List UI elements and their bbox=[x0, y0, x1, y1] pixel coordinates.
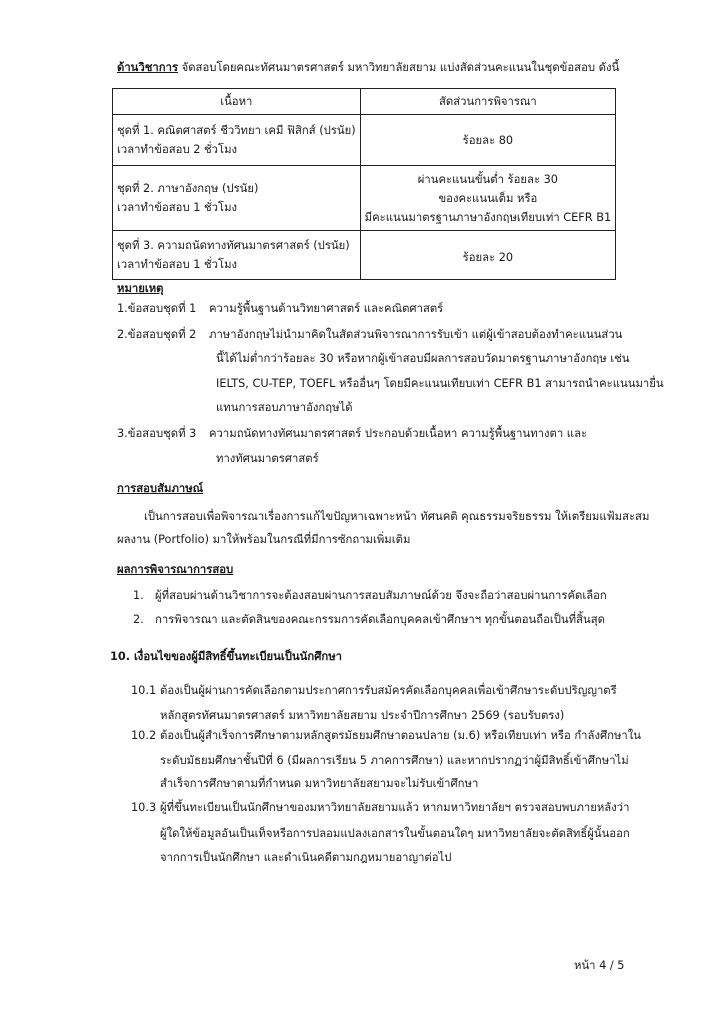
note-text-1: ความรู้พื้นฐานด้านวิทยาศาสตร์ และคณิตศาสตร์ bbox=[209, 302, 444, 315]
table-header-row bbox=[113, 89, 616, 115]
table-cell-content bbox=[113, 166, 361, 231]
note-text-2-line-1: ภาษาอังกฤษไม่นำมาคิดในสัดส่วนพิจารณาการรับเข้า แต่ผู้เข้าสอบต้องทำคะแนนส่วน bbox=[209, 328, 623, 341]
section10-num-1: 10.1 bbox=[131, 684, 157, 697]
results-num-2: 2. bbox=[133, 613, 144, 626]
table-cell-weight bbox=[360, 115, 616, 166]
section10-3-line-3: จากการเป็นนักศึกษา และดำเนินคดีตามกฎหมายอาญาต่อไป bbox=[160, 851, 452, 864]
section10-2-line-1: ต้องเป็นผู้สำเร็จการศึกษาตามหลักสูตรมัธยมศึกษาตอนปลาย (ม.6) หรือเทียบเท่า หรือ กำลังศึกษาใน bbox=[160, 729, 642, 742]
results-num-1: 1. bbox=[133, 589, 144, 602]
cell-line: ร้อยละ 80 bbox=[462, 133, 514, 147]
notes-heading: หมายเหตุ bbox=[117, 282, 164, 295]
note-text-2-line-4: แทนการสอบภาษาอังกฤษได้ bbox=[216, 401, 353, 414]
results-text-2: การพิจารณา และตัดสินของคณะกรรมการคัดเลือกบุคคลเข้าศึกษาฯ ทุกขั้นตอนถือเป็นที่สิ้นสุด bbox=[155, 613, 605, 626]
note-text-2-line-3: IELTS, CU-TEP, TOEFL หรืออื่นๆ โดยมีคะแนนเทียบเท่า CEFR B1 สามารถนำคะแนนมายื่น bbox=[216, 377, 664, 390]
intro-text: จัดสอบโดยคณะทัศนมาตรศาสตร์ มหาวิทยาลัยสยาม แบ่งสัดส่วนคะแนนในชุดข้อสอบ ดังนี้ bbox=[178, 61, 620, 74]
table-cell-content bbox=[113, 231, 361, 280]
cell-line: เวลาทำข้อสอบ 1 ชั่วโมง bbox=[117, 201, 238, 214]
note-label-2: 2.ข้อสอบชุดที่ 2 bbox=[117, 328, 197, 341]
table-row bbox=[113, 115, 616, 166]
page-number: หน้า 4 / 5 bbox=[574, 959, 625, 972]
interview-heading: การสอบสัมภาษณ์ bbox=[117, 482, 204, 495]
cell-line: ชุดที่ 3. ความถนัดทางทัศนมาตรศาสตร์ (ปรนัย) bbox=[117, 239, 350, 252]
cell-line: ชุดที่ 2. ภาษาอังกฤษ (ปรนัย) bbox=[117, 182, 259, 195]
cell-line: ชุดที่ 1. คณิตศาสตร์ ชีววิทยา เคมี ฟิสิกส์ (ปรนัย) bbox=[117, 124, 356, 137]
table-cell-content bbox=[113, 115, 361, 166]
note-label-1: 1.ข้อสอบชุดที่ 1 bbox=[117, 302, 197, 315]
cell-line: มีคะแนนมาตรฐานภาษาอังกฤษเทียบเท่า CEFR B1 bbox=[364, 210, 612, 224]
intro-line bbox=[117, 60, 619, 76]
section10-1-line-1: ต้องเป็นผู้ผ่านการคัดเลือกตามประกาศการรับสมัครคัดเลือกบุคคลเพื่อเข้าศึกษาระดับปริญญาตรี bbox=[160, 684, 617, 697]
cell-line: ผ่านคะแนนขั้นต่ำ ร้อยละ 30 bbox=[417, 172, 558, 186]
note-label-3: 3.ข้อสอบชุดที่ 3 bbox=[117, 427, 197, 440]
exam-weight-table bbox=[112, 88, 616, 280]
table-header-content: เนื้อหา bbox=[113, 89, 361, 115]
section10-2-line-3: สำเร็จการศึกษาตามที่กำหนด มหาวิทยาลัยสยามจะไม่รับเข้าศึกษา bbox=[160, 777, 479, 790]
section10-2-line-2: ระดับมัธยมศึกษาชั้นปีที่ 6 (มีผลการเรียน 5 ภาคการศึกษา) และหากปรากฏว่าผู้มีสิทธิ์เข้าศึกษาไม่ bbox=[160, 754, 629, 767]
section10-num-3: 10.3 bbox=[131, 801, 157, 814]
table-row bbox=[113, 231, 616, 280]
results-heading: ผลการพิจารณาการสอบ bbox=[117, 563, 234, 576]
section10-1-line-2: หลักสูตรทัศนมาตรศาสตร์ มหาวิทยาลัยสยาม ประจำปีการศึกษา 2569 (รอบรับตรง) bbox=[160, 709, 565, 722]
cell-line: เวลาทำข้อสอบ 1 ชั่วโมง bbox=[117, 258, 238, 271]
section10-3-line-1: ผู้ที่ขึ้นทะเบียนเป็นนักศึกษาของมหาวิทยาลัยสยามแล้ว หากมหาวิทยาลัยฯ ตรวจสอบพบภายหลังว่า bbox=[160, 801, 630, 814]
results-text-1: ผู้ที่สอบผ่านด้านวิชาการจะต้องสอบผ่านการสอบสัมภาษณ์ด้วย จึงจะถือว่าสอบผ่านการคัดเลือก bbox=[155, 589, 607, 602]
cell-line: ของคะแนนเต็ม หรือ bbox=[438, 191, 538, 205]
table-header-weight: สัดส่วนการพิจารณา bbox=[360, 89, 616, 115]
table-cell-weight bbox=[360, 231, 616, 280]
section10-heading: 10. เงื่อนไขของผู้มีสิทธิ์ขึ้นทะเบียนเป็นนักศึกษา bbox=[110, 650, 343, 663]
cell-line: เวลาทำข้อสอบ 2 ชั่วโมง bbox=[117, 143, 238, 156]
table-row bbox=[113, 166, 616, 231]
note-text-3-line-1: ความถนัดทางทัศนมาตรศาสตร์ ประกอบด้วยเนื้อหา ความรู้พื้นฐานทางตา และ bbox=[209, 427, 588, 440]
intro-label: ด้านวิชาการ bbox=[117, 61, 179, 74]
table-cell-weight bbox=[360, 166, 616, 231]
section10-num-2: 10.2 bbox=[131, 729, 157, 742]
cell-line: ร้อยละ 20 bbox=[462, 250, 514, 264]
section10-3-line-2: ผู้ใดให้ข้อมูลอันเป็นเท็จหรือการปลอมแปลงเอกสารในขั้นตอนใดๆ มหาวิทยาลัยจะตัดสิทธิ์ผู้นั้นออก bbox=[160, 827, 630, 840]
interview-line-1: เป็นการสอบเพื่อพิจารณาเรื่องการแก้ไขปัญหาเฉพาะหน้า ทัศนคติ คุณธรรมจริยธรรม ให้เตรียมแฟ้มสะสม bbox=[144, 510, 650, 523]
note-text-3-line-2: ทางทัศนมาตรศาสตร์ bbox=[216, 452, 319, 465]
interview-line-2: ผลงาน (Portfolio) มาให้พร้อมในกรณีที่มีการซักถามเพิ่มเติม bbox=[117, 533, 411, 546]
note-text-2-line-2: นี้ได้ไม่ต่ำกว่าร้อยละ 30 หรือหากผู้เข้าสอบมีผลการสอบวัดมาตรฐานภาษาอังกฤษ เช่น bbox=[216, 352, 630, 365]
